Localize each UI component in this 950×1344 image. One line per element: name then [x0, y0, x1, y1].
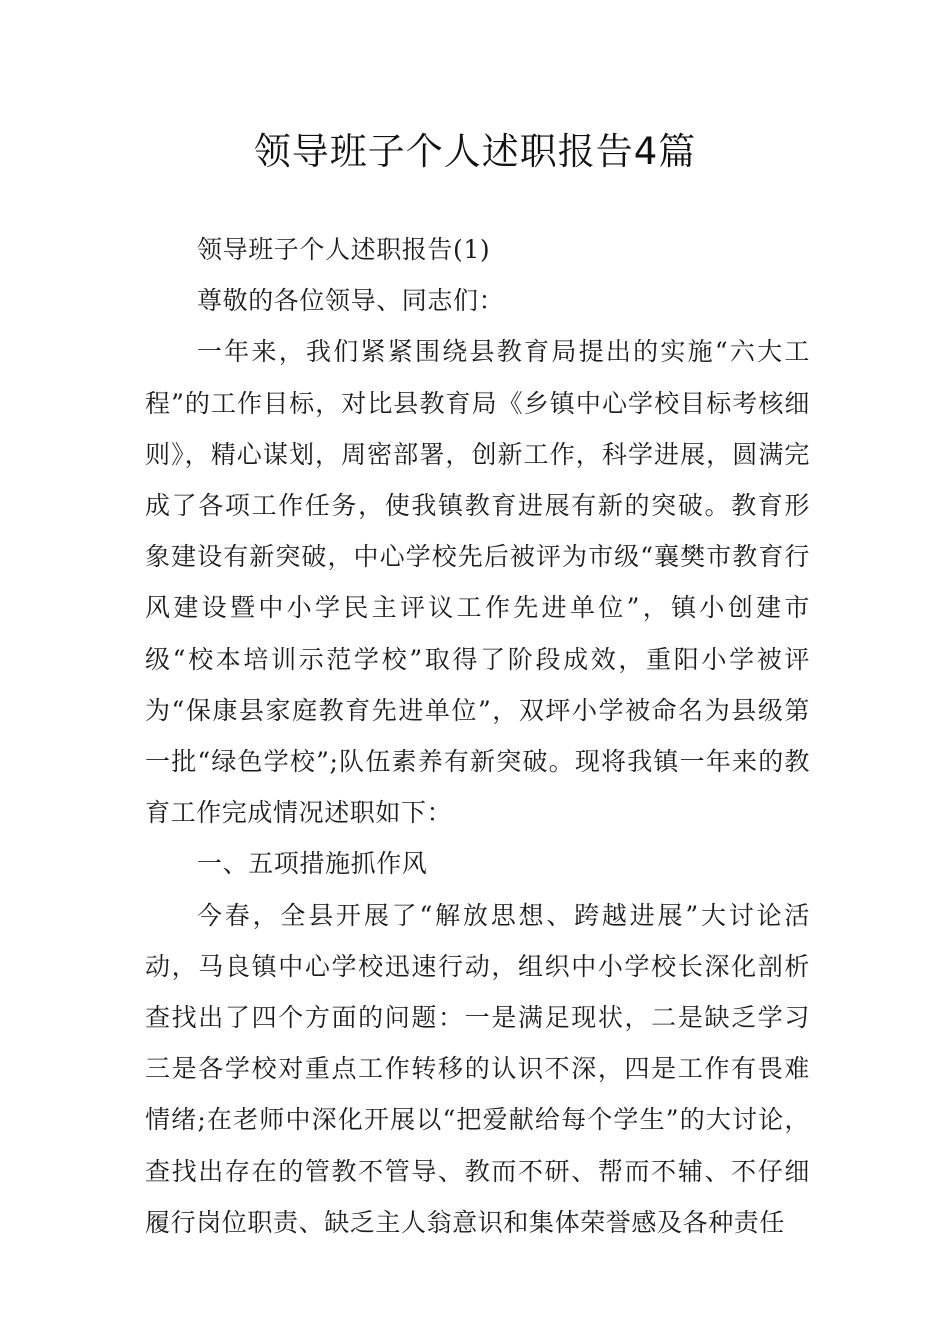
- salutation: 尊敬的各位领导、同志们：: [197, 286, 505, 316]
- document-title: 领导班子个人述职报告4篇: [253, 130, 697, 173]
- section-heading-report-1: 领导班子个人述职报告(1): [197, 235, 491, 264]
- document-body: [145, 224, 810, 1248]
- body-paragraph: 今春，全县开展了“解放思想、跨越进展”大讨论活动，马良镇中心学校迅速行动，组织中小学校长深化剖析查找出了四个方面的问题：一是满足现状，二是缺乏学习三是各学校对重点工作转移的认识不深，四是工作有畏难情绪;在老师中深化开展以“把爱献给每个学生”的大讨论，查找出存在的管教不管导、教而不研、帮而不辅、不仔细履行岗位职责、缺乏主人翁意识和集体荣誉感及各种责任: [145, 900, 810, 1237]
- body-paragraph: 一年来，我们紧紧围绕县教育局提出的实施“六大工程”的工作目标，对比县教育局《乡镇中心学校目标考核细则》，精心谋划，周密部署，创新工作，科学进展，圆满完成了各项工作任务，使我镇教育进展有新的突破。教育形象建设有新突破，中心学校先后被评为市级“襄樊市教育行风建设暨中小学民主评议工作先进单位”，镇小创建市级“校本培训示范学校”取得了阶段成效，重阳小学被评为“保康县家庭教育先进单位”，双坪小学被命名为县级第一批“绿色学校”;队伍素养有新突破。现将我镇一年来的教育工作完成情况述职如下：: [145, 337, 810, 828]
- section-heading-1: 一、五项措施抓作风: [197, 849, 428, 879]
